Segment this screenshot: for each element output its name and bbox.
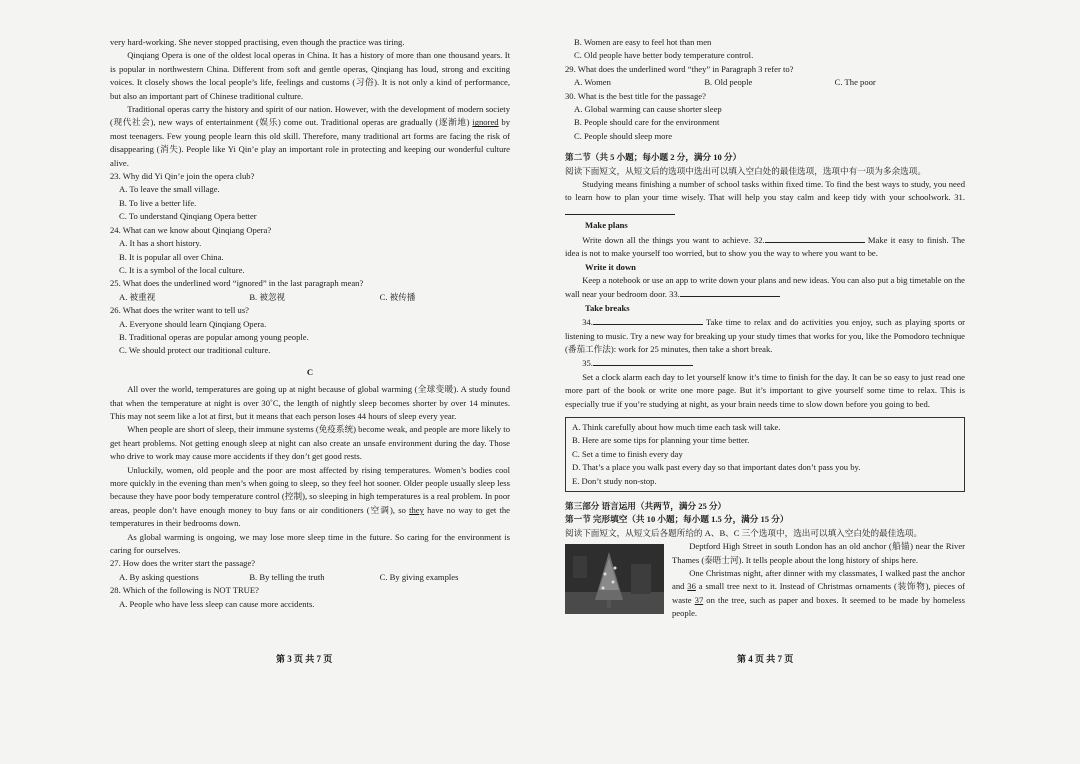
blank-33[interactable] bbox=[680, 287, 780, 297]
study-paragraph-2: Write down all the things you want to achieve. 32. Make it easy to finish. The idea is not to make yourself too worried, but to show you the way to where you want to be. bbox=[565, 234, 965, 259]
box-option-d: D. That’s a place you walk past every day so that important dates don’t pass you by. bbox=[572, 462, 861, 473]
option-29a: A. Women bbox=[574, 77, 611, 88]
blank-35-number: 35. bbox=[582, 358, 593, 369]
right-page-footer: 第 4 页 共 7 页 bbox=[737, 654, 794, 664]
left-page bbox=[110, 36, 510, 611]
option-24a: A. It has a short history. bbox=[119, 238, 202, 249]
option-25b: B. 被忽视 bbox=[249, 291, 286, 302]
part-3-section-1-title: 第一节 完形填空（共 10 小题；每小题 1.5 分，满分 15 分） bbox=[565, 514, 789, 525]
passage-c-paragraph-3: Unluckily, women, old people and the poor are most affected by rising temperatures. Women’s bodies cool more quickly in the evening than men’s when going to sleep, so they feel hot sooner. Older people usually sleep less because they have poor body temperature control (控制), so sleeping in high temperatures is a real problem. In poor areas, people don’t have enough money to buy fans or air conditioners (空调), so they have no way to get the temperatures in their bedrooms down. bbox=[110, 464, 510, 529]
underlined-word-ignored: ignored bbox=[472, 117, 499, 128]
part-3-instructions: 阅读下面短文，从短文后各题所给的 A、B、C 三个选项中，选出可以填入空白处的最佳选项。 bbox=[565, 527, 923, 538]
heading-write-it-down: Write it down bbox=[585, 261, 636, 272]
box-option-c: C. Set a time to finish every day bbox=[572, 448, 683, 459]
option-24b: B. It is popular all over China. bbox=[119, 251, 224, 262]
options-27 bbox=[110, 571, 510, 584]
blank-33-number: 33. bbox=[669, 289, 680, 300]
option-23a: A. To leave the small village. bbox=[119, 184, 220, 195]
option-26b: B. Traditional operas are popular among young people. bbox=[119, 331, 309, 342]
question-29: 29. What does the underlined word “they” in Paragraph 3 refer to? bbox=[565, 63, 794, 74]
option-23b: B. To live a better life. bbox=[119, 197, 197, 208]
passage-c-paragraph-4: As global warming is ongoing, we may lose more sleep time in the future. So caring for the environment is caring for ourselves. bbox=[110, 531, 510, 556]
cloze-paragraph-2: One Christmas night, after dinner with my classmates, I walked past the anchor and 36 a small tree next to it. Instead of Christmas ornaments (装饰物), pieces of waste 37 on the tree, such as paper and boxes. It seemed to be made by homeless people. bbox=[672, 568, 965, 619]
question-25: 25. What does the underlined word “ignored” in the last paragraph mean? bbox=[110, 278, 364, 289]
part-3-title: 第三部分 语言运用（共两节，满分 25 分） bbox=[565, 501, 727, 511]
heading-make-plans: Make plans bbox=[585, 220, 628, 231]
question-23: 23. Why did Yi Qin’e join the opera club? bbox=[110, 171, 255, 182]
blank-32[interactable] bbox=[765, 233, 865, 243]
cloze-paragraph-1: Deptford High Street in south London has an old anchor (船锚) near the River Thames (泰晤士河). It tells people about the long history of ships here. bbox=[672, 541, 965, 565]
christmas-tree-image bbox=[565, 544, 664, 614]
left-page-footer: 第 3 页 共 7 页 bbox=[276, 654, 333, 664]
option-30c: C. People should sleep more bbox=[574, 130, 673, 141]
option-26a: A. Everyone should learn Qinqiang Opera. bbox=[119, 318, 267, 329]
options-25 bbox=[110, 291, 510, 304]
study-paragraph-1: Studying means finishing a number of school tasks within fixed time. To find the best ways to study, you need to learn how to plan your time wisely. That will help you stay calm and keep tidy with your schoolwork. 31. bbox=[565, 178, 965, 219]
blank-34[interactable] bbox=[593, 315, 703, 325]
study-paragraph-4: 34. Take time to relax and do activities you enjoy, such as playing sports or listening to music. Try a new way for breaking up your study times that works for you, like the Pomodoro technique (番茄工作法): work for 25 minutes, then take a short break. bbox=[565, 317, 965, 354]
blank-37[interactable]: 37 bbox=[694, 594, 704, 605]
option-28b: B. Women are easy to feel hot than men bbox=[574, 37, 712, 47]
option-28a: A. People who have less sleep can cause more accidents. bbox=[119, 598, 315, 609]
blank-35[interactable] bbox=[593, 356, 693, 366]
underlined-word-they: they bbox=[409, 504, 424, 515]
heading-take-breaks: Take breaks bbox=[585, 302, 630, 313]
study-paragraph-3: Keep a notebook or use an app to write down your plans and new ideas. You can also put a big timetable on the wall near your bedroom door. 33. bbox=[565, 274, 965, 300]
option-30a: A. Global warming can cause shorter sleep bbox=[574, 104, 722, 115]
blank-36[interactable]: 36 bbox=[687, 581, 696, 592]
question-26: 26. What does the writer want to tell us? bbox=[110, 305, 249, 316]
option-27b: B. By telling the truth bbox=[249, 571, 325, 582]
option-29b: B. Old people bbox=[704, 77, 753, 88]
box-option-b: B. Here are some tips for planning your time better. bbox=[572, 435, 750, 446]
option-25a: A. 被重视 bbox=[119, 291, 156, 302]
option-25c: C. 被传播 bbox=[379, 291, 416, 302]
question-28: 28. Which of the following is NOT TRUE? bbox=[110, 585, 259, 596]
blank-31-number: 31. bbox=[954, 192, 965, 203]
option-27a: A. By asking questions bbox=[119, 571, 199, 582]
options-box bbox=[565, 417, 965, 492]
right-page bbox=[565, 36, 965, 621]
passage-c-heading: C bbox=[306, 366, 314, 377]
passage-c-paragraph-1: All over the world, temperatures are going up at night because of global warming (全球变暖). A study found that when the temperature at night is over 30˚C, the length of nightly sleep becomes shorter by over 14 minutes. This may not seem like a lot at first, but it means that each person loses 44 hours of sleep every year. bbox=[110, 384, 510, 421]
option-30b: B. People should care for the environment bbox=[574, 117, 720, 128]
option-26c: C. We should protect our traditional culture. bbox=[119, 345, 271, 356]
passage-b-paragraph-2: Qinqiang Opera is one of the oldest local operas in China. It has a history of more than one thousand years. It is popular in northwestern China. Different from soft and gentle operas, Qinqiang has loud, strong and exciting voices. It closely shows the local people’s life, feelings and customs (习俗). It is not only a kind of performance, but also an important part of Chinese traditional culture. bbox=[110, 50, 510, 101]
options-29 bbox=[565, 76, 965, 89]
blank-31[interactable] bbox=[565, 205, 675, 215]
option-24c: C. It is a symbol of the local culture. bbox=[119, 264, 245, 275]
section-2-instructions: 阅读下面短文，从短文后的选项中选出可以填入空白处的最佳选项，选项中有一项为多余选项。 bbox=[565, 165, 926, 176]
blank-34-number: 34. bbox=[582, 317, 593, 328]
option-28c: C. Old people have better body temperature control. bbox=[574, 50, 754, 61]
question-24: 24. What can we know about Qinqiang Opera? bbox=[110, 224, 272, 235]
box-option-e: E. Don’t study non-stop. bbox=[572, 475, 657, 486]
option-23c: C. To understand Qinqiang Opera better bbox=[119, 211, 257, 222]
study-paragraph-5-blank bbox=[565, 356, 965, 370]
option-27c: C. By giving examples bbox=[379, 571, 459, 582]
study-paragraph-5: Set a clock alarm each day to let yourself know it’s time to finish for the day. It can be so easy to just read one more part of the book or write one more page. But it’s important to give yourself some time to relax. This is especially true if you’re studying at night, as your brain needs time to slow down before you going to bed. bbox=[565, 371, 965, 409]
question-30: 30. What is the best title for the passage? bbox=[565, 90, 706, 101]
question-27: 27. How does the writer start the passage? bbox=[110, 558, 256, 569]
box-option-a: A. Think carefully about how much time each task will take. bbox=[572, 421, 781, 432]
option-29c: C. The poor bbox=[834, 77, 876, 88]
blank-32-number: 32. bbox=[753, 234, 765, 245]
passage-b-paragraph-3: Traditional operas carry the history and spirit of our nation. However, with the development of modern society (现代社会), new ways of entertainment (娱乐) come out. Traditional operas are gradually (逐渐地) ignored by most teenagers. Few young people learn this old skill. Therefore, many traditional art forms are facing the risk of disappearing (消失). People like Yi Qin’e play an important role in protecting and keeping our wonderful culture alive. bbox=[110, 104, 510, 168]
section-2-title: 第二节（共 5 小题；每小题 2 分，满分 10 分） bbox=[565, 152, 742, 163]
passage-b-end: very hard-working. She never stopped practising, even though the practice was tiring. bbox=[110, 37, 405, 47]
christmas-tree-photo bbox=[565, 544, 664, 614]
passage-c-paragraph-2: When people are short of sleep, their immune systems (免疫系统) become weak, and people are more likely to get heart problems. Not getting enough sleep at night can also create an unsafe environment during the day. Those who drive to work may cause more accidents if they don’t get good rests. bbox=[110, 424, 510, 462]
